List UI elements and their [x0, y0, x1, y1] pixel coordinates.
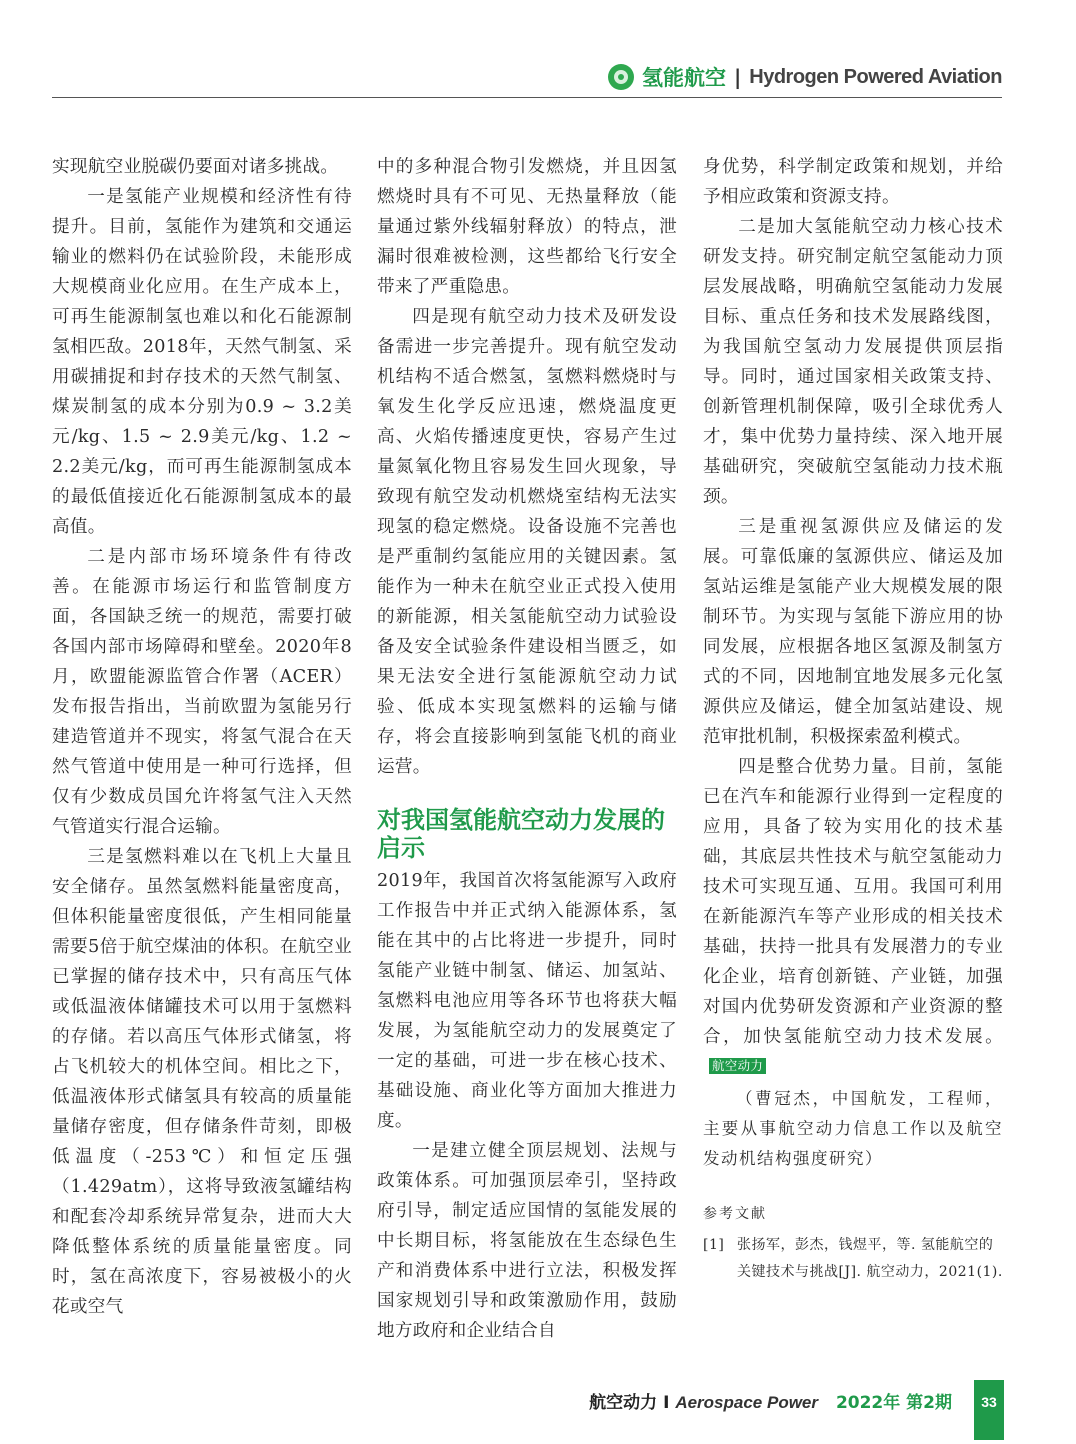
- author-note: （曹冠杰，中国航发，工程师，主要从事航空动力信息工作以及航空发动机结构强度研究）: [703, 1089, 1003, 1168]
- paragraph: [703, 752, 1003, 1082]
- page-number: 33: [974, 1380, 1004, 1440]
- header-rule: [52, 97, 1002, 98]
- references-title: 参考文献: [703, 1206, 767, 1222]
- paragraph-text: 四是整合优势力量。目前，氢能已在汽车和能源行业得到一定程度的应用，具备了较为实用化的技术基础，其底层共性技术与航空氢能动力技术可实现互通、互用。我国可利用在新能源汽车等产业形成的相关技术基础，扶持一批具有发展潜力的专业化企业，培育创新链、产业链，加强对国内优势研发资源和产业资源的整合，加快氢能航空动力技术发展。: [703, 757, 1003, 1047]
- column-3: [703, 152, 1003, 1286]
- end-badge: 航空动力: [709, 1058, 766, 1074]
- footer-magazine-cn: 航空动力: [589, 1393, 658, 1413]
- paragraph: 三是重视氢源供应及储运的发展。可靠低廉的氢源供应、储运及加氢站运维是氢能产业大规模发展的限制环节。为实现与氢能下游应用的协同发展，应根据各地区氢源及制氢方式的不同，因地制宜地发展多元化氢源供应及储运，健全加氢站建设、规范审批机制，积极探索盈利模式。: [703, 517, 1003, 747]
- header-separator: |: [733, 65, 742, 89]
- reference-text: 张扬军，彭杰，钱煜平，等. 氢能航空的关键技术与挑战[J]. 航空动力，2021(1).: [737, 1237, 1003, 1280]
- paragraph: 二是内部市场环境条件有待改善。在能源市场运行和监管制度方面，各国缺乏统一的规范，需要打破各国内部市场障碍和壁垒。2020年8月，欧盟能源监管合作署（ACER）发布报告指出，当前欧盟为氢能另行建造管道并不现实，将氢气混合在天然气管道中使用是一种可行选择，但仅有少数成员国允许将氢气注入天然气管道实行混合运输。: [52, 547, 352, 837]
- header-title-en: Hydrogen Powered Aviation: [749, 65, 1002, 88]
- section-title: 对我国氢能航空动力发展的启示: [377, 806, 665, 862]
- column-1: [52, 152, 352, 1322]
- paragraph: 三是氢燃料难以在飞机上大量且安全储存。虽然氢燃料能量密度高，但体积能量密度很低，产生相同能量需要5倍于航空煤油的体积。在航空业已掌握的储存技术中，只有高压气体或低温液体储罐技术可以用于氢燃料的存储。若以高压气体形式储氢，将占飞机较大的机体空间。相比之下，低温液体形式储氢具有较高的质量能量储存密度，但存储条件苛刻，即极低温度（-253℃）和恒定压强（1.429atm），这将导致液氢罐结构和配套冷却系统异常复杂，进而大大降低整体系统的质量能量密度。同时，氢在高浓度下，容易被极小的火花或空气: [52, 847, 352, 1317]
- paragraph: 实现航空业脱碳仍要面对诸多挑战。: [52, 157, 339, 177]
- page-footer: [589, 1380, 1010, 1420]
- paragraph: 一是建立健全顶层规划、法规与政策体系。可加强顶层牵引，坚持政府引导，制定适应国情的氢能发展的中长期目标，将氢能放在生态绿色生产和消费体系中进行立法，积极发挥国家规划引导和政策激励作用，鼓励地方政府和企业结合自: [377, 1141, 677, 1341]
- reference-number: [1]: [703, 1237, 725, 1253]
- header-title-cn: 氢能航空: [641, 66, 726, 90]
- header-title-group: [608, 60, 1002, 94]
- page-header: [52, 56, 1002, 98]
- paragraph: 2019年，我国首次将氢能源写入政府工作报告中并正式纳入能源体系，氢能在其中的占比将进一步提升，同时氢能产业链中制氢、储运、加氢站、氢燃料电池应用等各环节也将获大幅发展，为氢能航空动力的发展奠定了一定的基础，可进一步在核心技术、基础设施、商业化等方面加大推进力度。: [377, 871, 677, 1131]
- paragraph: 二是加大氢能航空动力核心技术研发支持。研究制定航空氢能动力顶层发展战略，明确航空氢能动力发展目标、重点任务和技术发展路线图，为我国航空氢动力发展提供顶层指导。同时，通过国家相关政策支持、创新管理机制保障，吸引全球优秀人才，集中优势力量持续、深入地开展基础研究，突破航空氢能动力技术瓶颈。: [703, 217, 1003, 507]
- footer-issue: 2022年 第2期: [835, 1393, 952, 1413]
- paragraph: 中的多种混合物引发燃烧，并且因氢燃烧时具有不可见、无热量释放（能量通过紫外线辐射释放）的特点，泄漏时很难被检测，这些都给飞行安全带来了严重隐患。: [377, 157, 677, 297]
- paragraph: 身优势，科学制定政策和规划，并给予相应政策和资源支持。: [703, 157, 1003, 207]
- column-2: [377, 152, 677, 1346]
- hydrogen-logo-icon: [608, 64, 634, 90]
- reference-item: [703, 1232, 1003, 1286]
- footer-text: [589, 1388, 952, 1413]
- paragraph: 四是现有航空动力技术及研发设备需进一步完善提升。现有航空发动机结构不适合燃氢，氢燃料燃烧时与氧发生化学反应迅速，燃烧温度更高、火焰传播速度更快，容易产生过量氮氧化物且容易发生回火现象，导致现有航空发动机燃烧室结构无法实现氢的稳定燃烧。设备设施不完善也是严重制约氢能应用的关键因素。氢能作为一种未在航空业正式投入使用的新能源，相关氢能航空动力试验设备及安全试验条件建设相当匮乏，如果无法安全进行氢能源航空动力试验、低成本实现氢燃料的运输与储存，将会直接影响到氢能飞机的商业运营。: [377, 307, 677, 777]
- footer-separator: I: [663, 1393, 670, 1413]
- footer-magazine-en: Aerospace Power: [675, 1393, 819, 1412]
- paragraph: 一是氢能产业规模和经济性有待提升。目前，氢能作为建筑和交通运输业的燃料仍在试验阶段，未能形成大规模商业化应用。在生产成本上，可再生能源制氢也难以和化石能源制氢相匹敌。2018年，天然气制氢、采用碳捕捉和封存技术的天然气制氢、煤炭制氢的成本分别为0.9 ~ 3.2美元/kg、1.5 ~ 2.9美元/kg、1.2 ~ 2.2美元/kg，而可再生能源制氢成本的最低值接近化石能源制氢成本的最高值。: [52, 187, 352, 537]
